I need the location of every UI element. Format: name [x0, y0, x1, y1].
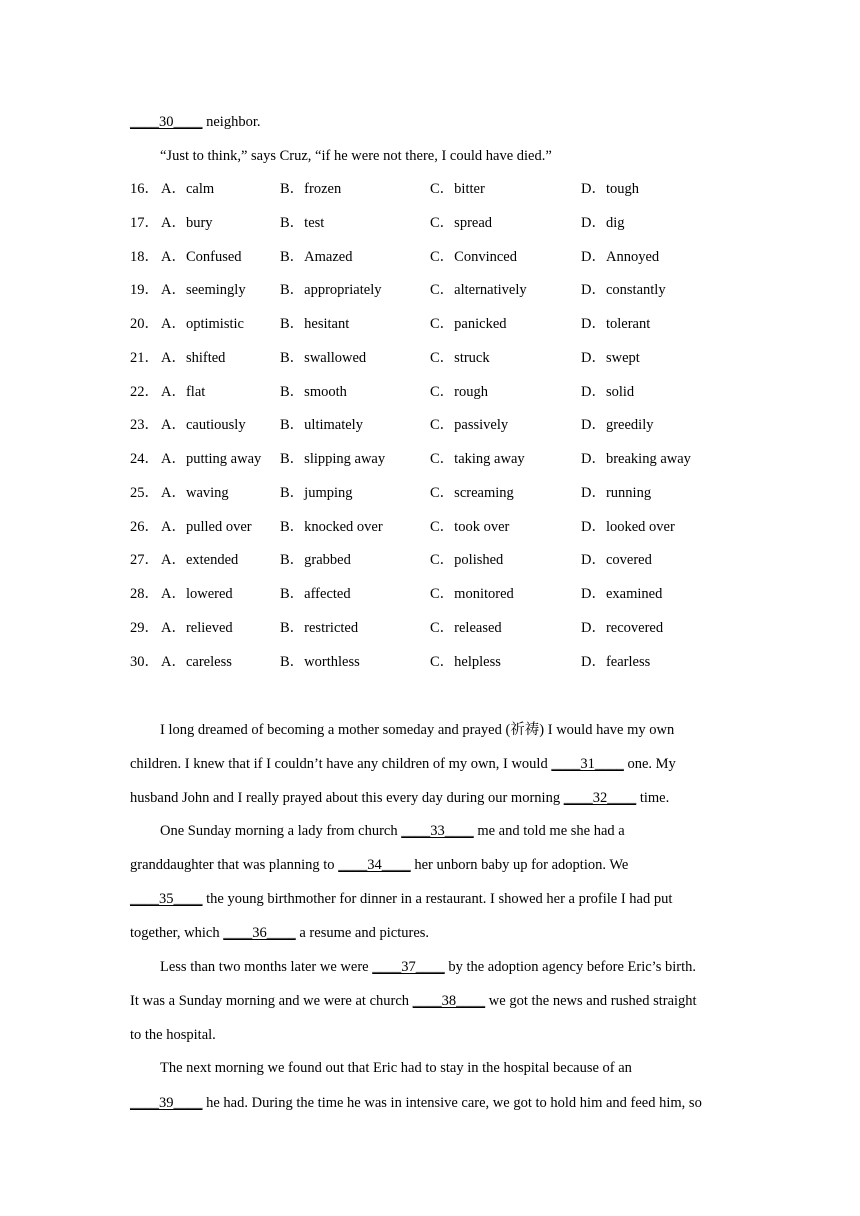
- option-d: D．recovered: [581, 620, 664, 636]
- option-d: D．running: [581, 485, 652, 501]
- question-number: 19．: [130, 282, 159, 298]
- option-a: A．seemingly: [161, 282, 246, 298]
- option-c: C．struck: [430, 350, 490, 366]
- option-c: C．helpless: [430, 654, 501, 670]
- passage-line-11: The next morning we found out that Eric had to stay in the hospital because of an: [160, 1060, 632, 1076]
- blank-32: ____32____: [563, 790, 637, 806]
- passage-line-3: husband John and I really prayed about this every day during our morning ____32____ time.: [130, 790, 670, 806]
- question-number: 21．: [130, 350, 159, 366]
- option-a: A．flat: [161, 384, 206, 400]
- option-d: D．greedily: [581, 417, 654, 433]
- option-b: B．smooth: [280, 384, 347, 400]
- option-d: D．looked over: [581, 519, 675, 535]
- option-b: B．appropriately: [280, 282, 382, 298]
- option-a: A．relieved: [161, 620, 233, 636]
- passage-line-2: children. I knew that if I couldn’t have any children of my own, I would ____31____ one. My: [130, 756, 676, 772]
- option-c: C．rough: [430, 384, 488, 400]
- option-b: B．worthless: [280, 654, 360, 670]
- option-b: B．ultimately: [280, 417, 363, 433]
- option-d: D．covered: [581, 552, 652, 568]
- question-row: [130, 213, 770, 233]
- option-b: B．grabbed: [280, 552, 351, 568]
- question-number: 20．: [130, 316, 159, 332]
- passage-line-5: granddaughter that was planning to ____34____ her unborn baby up for adoption. We: [130, 857, 629, 873]
- blank-35: ____35____: [130, 891, 203, 907]
- option-b: B．jumping: [280, 485, 353, 501]
- option-d: D．tough: [581, 181, 639, 197]
- question-row: [130, 348, 770, 368]
- option-c: C．screaming: [430, 485, 514, 501]
- question-number: 16．: [130, 181, 159, 197]
- question-number: 25．: [130, 485, 159, 501]
- passage-line-8: Less than two months later we were ____37____ by the adoption agency before Eric’s birth.: [160, 959, 696, 975]
- option-a: A．pulled over: [161, 519, 252, 535]
- option-c: C．passively: [430, 417, 509, 433]
- passage-line-12: ____39____ he had. During the time he was in intensive care, we got to hold him and feed him, so: [130, 1095, 702, 1111]
- question-row: [130, 179, 770, 199]
- option-b: B．affected: [280, 586, 351, 602]
- option-b: B．test: [280, 215, 325, 231]
- option-a: A．lowered: [161, 586, 233, 602]
- question-number: 30．: [130, 654, 159, 670]
- option-a: A．shifted: [161, 350, 226, 366]
- question-row: [130, 550, 770, 570]
- question-number: 27．: [130, 552, 159, 568]
- question-row: [130, 415, 770, 435]
- passage-line-10: to the hospital.: [130, 1027, 216, 1043]
- option-a: A．optimistic: [161, 316, 244, 332]
- option-d: D．examined: [581, 586, 663, 602]
- question-row: [130, 618, 770, 638]
- question-number: 23．: [130, 417, 159, 433]
- option-d: D．swept: [581, 350, 640, 366]
- blank-36: ____36____: [223, 925, 296, 941]
- blank-37: ____37____: [372, 959, 445, 975]
- question-row: [130, 652, 770, 672]
- question-number: 26．: [130, 519, 159, 535]
- intro-line-30: ____30____ neighbor.: [130, 114, 261, 130]
- question-row: [130, 483, 770, 503]
- question-row: [130, 280, 770, 300]
- option-b: B．slipping away: [280, 451, 386, 467]
- option-a: A．calm: [161, 181, 215, 197]
- option-a: A．extended: [161, 552, 239, 568]
- option-a: A．bury: [161, 215, 213, 231]
- option-c: C．took over: [430, 519, 510, 535]
- question-row: [130, 584, 770, 604]
- passage-line-4: One Sunday morning a lady from church ____33____ me and told me she had a: [160, 823, 625, 839]
- option-c: C．Convinced: [430, 249, 517, 265]
- passage-line-7: together, which ____36____ a resume and pictures.: [130, 925, 430, 941]
- blank-38: ____38____: [412, 993, 486, 1009]
- question-number: 24．: [130, 451, 159, 467]
- question-row: [130, 449, 770, 469]
- option-a: A．careless: [161, 654, 232, 670]
- option-b: B．Amazed: [280, 249, 353, 265]
- option-c: C．monitored: [430, 586, 514, 602]
- option-d: D．constantly: [581, 282, 666, 298]
- option-b: B．frozen: [280, 181, 342, 197]
- option-a: A．cautiously: [161, 417, 246, 433]
- option-d: D．breaking away: [581, 451, 691, 467]
- question-number: 28．: [130, 586, 159, 602]
- option-d: D．Annoyed: [581, 249, 660, 265]
- passage-line-6: ____35____ the young birthmother for dinner in a restaurant. I showed her a profile I had put: [130, 891, 673, 907]
- blank-31: ____31____: [551, 756, 624, 772]
- blank-34: ____34____: [338, 857, 411, 873]
- option-c: C．released: [430, 620, 502, 636]
- question-row: [130, 382, 770, 402]
- option-d: D．solid: [581, 384, 635, 400]
- option-c: C．bitter: [430, 181, 485, 197]
- passage-line-1: I long dreamed of becoming a mother someday and prayed (祈祷) I would have my own: [160, 722, 675, 738]
- option-b: B．swallowed: [280, 350, 367, 366]
- option-a: A．Confused: [161, 249, 242, 265]
- question-number: 18．: [130, 249, 159, 265]
- option-a: A．putting away: [161, 451, 262, 467]
- quote-line: “Just to think,” says Cruz, “if he were not there, I could have died.”: [160, 148, 552, 164]
- question-number: 29．: [130, 620, 159, 636]
- option-b: B．hesitant: [280, 316, 350, 332]
- option-d: D．tolerant: [581, 316, 651, 332]
- question-row: [130, 517, 770, 537]
- blank-39: ____39____: [130, 1095, 203, 1111]
- option-c: C．polished: [430, 552, 504, 568]
- option-c: C．alternatively: [430, 282, 527, 298]
- option-b: B．restricted: [280, 620, 359, 636]
- option-d: D．dig: [581, 215, 625, 231]
- question-row: [130, 314, 770, 334]
- passage-line-9: It was a Sunday morning and we were at church ____38____ we got the news and rushed straight: [130, 993, 697, 1009]
- question-row: [130, 247, 770, 267]
- option-b: B．knocked over: [280, 519, 383, 535]
- question-number: 22．: [130, 384, 159, 400]
- option-c: C．panicked: [430, 316, 507, 332]
- option-a: A．waving: [161, 485, 229, 501]
- blank-33: ____33____: [401, 823, 474, 839]
- blank-30: ____30____: [130, 114, 203, 130]
- question-number: 17．: [130, 215, 159, 231]
- option-c: C．spread: [430, 215, 493, 231]
- option-d: D．fearless: [581, 654, 651, 670]
- option-c: C．taking away: [430, 451, 525, 467]
